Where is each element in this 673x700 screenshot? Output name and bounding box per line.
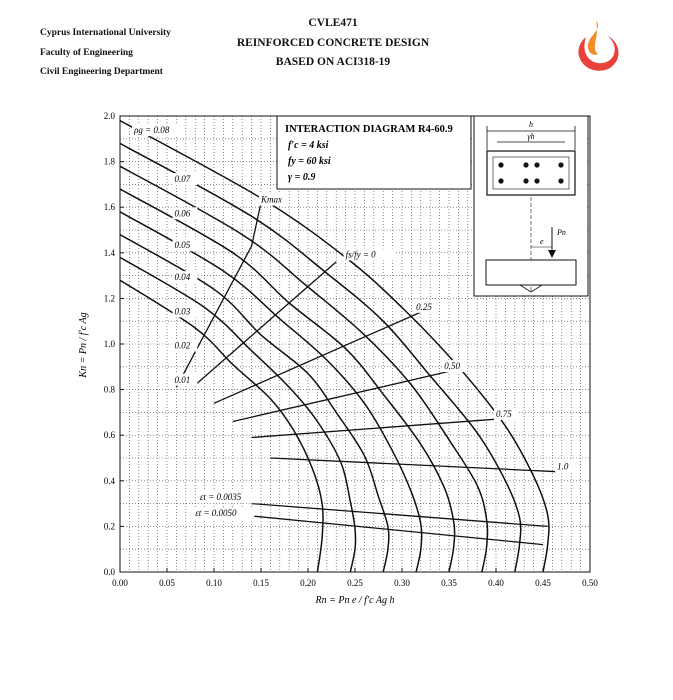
y-tick-label: 0.0 xyxy=(103,567,115,577)
strain-line-5 xyxy=(252,504,548,527)
code-basis: BASED ON ACI318-19 xyxy=(275,56,391,68)
course-title: REINFORCED CONCRETE DESIGN xyxy=(236,36,430,49)
y-tick-label: 0.8 xyxy=(103,384,115,395)
y-tick-label: 1.8 xyxy=(103,156,115,167)
param-fc: f′c = 4 ksi xyxy=(288,140,329,151)
curve-label-0: ρg = 0.08 xyxy=(134,125,170,136)
chart-title: INTERACTION DIAGRAM R4-60.9 xyxy=(285,124,453,135)
course-code: CVLE471 xyxy=(308,17,358,29)
inset-gamma-h-label: γh xyxy=(527,132,535,141)
x-tick-label: 0.35 xyxy=(441,578,457,588)
rho-curve-5 xyxy=(120,235,389,572)
strain-line-6 xyxy=(242,515,543,545)
y-tick-label: 0.6 xyxy=(103,430,115,441)
curve-label-1: 0.07 xyxy=(174,174,191,185)
x-tick-label: 0.05 xyxy=(159,578,175,588)
curve-label-6: 0.02 xyxy=(174,340,191,351)
param-gamma: γ = 0.9 xyxy=(288,172,316,183)
y-tick-label: 0.4 xyxy=(103,475,115,486)
x-tick-label: 0.15 xyxy=(253,578,269,588)
x-tick-label: 0.25 xyxy=(347,578,363,588)
curve-label-7: 0.01 xyxy=(174,374,191,385)
y-axis-label: Kn = Pn / f′c Ag xyxy=(78,312,89,378)
y-tick-label: 1.6 xyxy=(103,202,115,213)
strain-line-2 xyxy=(233,371,449,421)
curve-label-12: 0.75 xyxy=(496,408,512,419)
y-tick-label: 1.2 xyxy=(103,293,115,304)
curve-label-9: fs/fy = 0 xyxy=(345,249,376,260)
x-tick-label: 0.20 xyxy=(300,578,316,588)
inset-pn-label: Pn xyxy=(557,228,566,237)
rho-curve-3 xyxy=(120,189,455,572)
curve-label-11: 0.50 xyxy=(444,361,461,372)
x-tick-label: 0.50 xyxy=(582,578,598,588)
university-name: Cyprus International University xyxy=(40,28,171,38)
x-tick-label: 0.45 xyxy=(535,578,551,588)
y-tick-label: 0.2 xyxy=(103,521,115,532)
inset-h-label: h xyxy=(529,120,533,129)
title-box xyxy=(277,116,471,189)
rho-curve-6 xyxy=(120,257,356,572)
faculty-name: Faculty of Engineering xyxy=(40,47,133,58)
curve-label-3: 0.05 xyxy=(174,240,191,251)
curve-label-10: 0.25 xyxy=(416,301,432,312)
department-name: Civil Engineering Department xyxy=(40,67,163,77)
curve-label-8: Kmax xyxy=(261,194,282,205)
rho-curve-7 xyxy=(120,280,323,572)
x-axis-label: Rn = Pn e / f′c Ag h xyxy=(315,595,395,606)
inset-e-label: e xyxy=(540,237,544,246)
kmax-line xyxy=(176,203,261,388)
y-tick-label: 2.0 xyxy=(103,111,115,121)
column-section-inset xyxy=(474,116,588,296)
curve-label-15: εt = 0.0050 xyxy=(195,508,237,519)
curve-label-13: 1.0 xyxy=(557,461,569,472)
x-tick-label: 0.30 xyxy=(394,578,410,588)
curve-label-5: 0.03 xyxy=(174,306,191,317)
x-tick-label: 0.00 xyxy=(112,578,128,588)
y-tick-label: 1.0 xyxy=(103,339,115,349)
y-tick-label: 1.4 xyxy=(103,247,115,258)
curve-label-2: 0.06 xyxy=(174,208,191,219)
x-tick-label: 0.40 xyxy=(488,578,504,588)
curve-label-14: εt = 0.0035 xyxy=(199,492,242,503)
param-fy: fy = 60 ksi xyxy=(288,156,331,167)
curve-label-4: 0.04 xyxy=(174,272,191,283)
x-tick-label: 0.10 xyxy=(206,578,222,588)
